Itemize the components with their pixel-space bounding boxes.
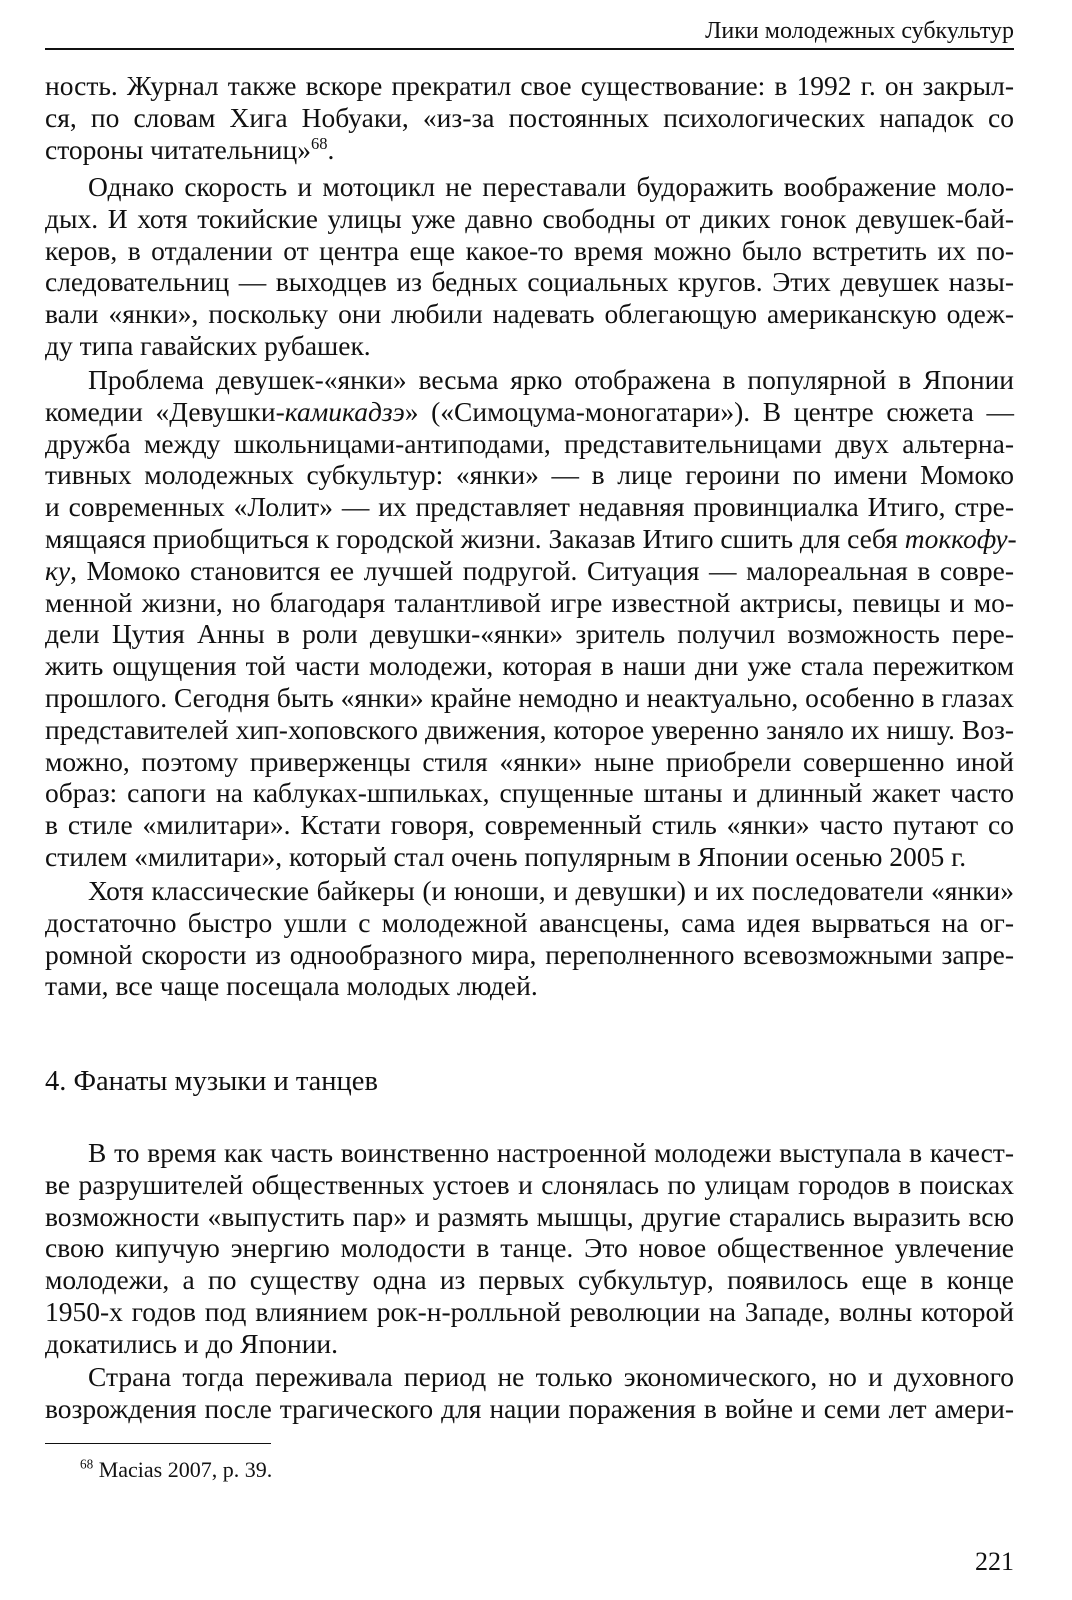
paragraph — [45, 171, 1014, 362]
footnote-separator — [45, 1443, 271, 1444]
text-line: ность. Журнал также вскоре прекратил свое существование: в 1992 г. он закрыл- — [45, 70, 1014, 101]
text-line: стилем «милитари», который стал очень популярным в Японии осенью 2005 г. — [45, 840, 967, 872]
text-line: дели Цутия Анны в роли девушки-«янки» зритель получил возможность пере- — [45, 618, 1014, 650]
text-line: тивных молодежных субкультур: «янки» — в лице героини по имени Момоко — [45, 459, 1014, 491]
text-line: свою кипучую энергию молодости в танце. Это новое общественное увлечение — [45, 1232, 1014, 1264]
paragraph — [45, 364, 1017, 873]
text-line: следовательниц — выходцев из бедных социальных кругов. Этих девушек назы- — [45, 266, 1014, 298]
text-line: Хотя классические байкеры (и юноши, и девушки) и их последователи «янки» — [88, 875, 1014, 906]
text-line: керов, в отдалении от центра еще какое-то время можно было встретить их по- — [45, 234, 1014, 266]
paragraph — [45, 1137, 1014, 1360]
footnote-reference[interactable]: 68 — [310, 133, 328, 153]
text-line: в стиле «милитари». Кстати говоря, современный стиль «янки» часто путают со — [45, 809, 1014, 841]
section-heading: 4. Фанаты музыки и танцев — [45, 1066, 378, 1097]
footnote-mark: 68 — [80, 1456, 94, 1472]
text-line: Однако скорость и мотоцикл не переставали будоражить воображение моло- — [88, 171, 1014, 202]
text-line: докатились и до Японии. — [45, 1327, 339, 1359]
text-line: 1950-х годов под влиянием рок-н-ролльной революции на Западе, волны которой — [45, 1295, 1014, 1327]
footnote-text: Macias 2007, p. 39. — [98, 1457, 273, 1482]
text-line: менной жизни, но благодаря талантливой игре известной актрисы, певицы и мо- — [45, 586, 1014, 618]
paragraph — [45, 875, 1014, 1002]
running-header: Лики молодежных субкультур — [45, 14, 1014, 50]
text-line: дых. И хотя токийские улицы уже давно свободны от диких гонок девушек-бай- — [45, 202, 1014, 234]
text-line: образ: сапоги на каблуках-шпильках, спущенные штаны и длинный жакет часто — [45, 777, 1014, 809]
text-line: жить ощущения той части молодежи, которая в наши дни уже стала пережитком — [45, 650, 1014, 682]
text-line: прошлого. Сегодня быть «янки» крайне немодно и неактуально, особенно в глазах — [45, 681, 1014, 713]
text-line: стороны читательниц»$^{68}$. — [45, 133, 335, 165]
text-line: возрождения после трагического для нации поражения в войне и семи лет амери- — [45, 1392, 1014, 1424]
text-line: представителей хип-хоповского движения, которое уверенно заняло их нишу. Воз- — [45, 713, 1014, 745]
text-line: возможности «выпустить пар» и размять мышцы, другие старались выразить всю — [45, 1200, 1014, 1232]
text-line: молодежи, а по существу одна из первых субкультур, появилось еще в конце — [45, 1264, 1014, 1296]
text-line: ку, Момоко становится ее лучшей подругой. Ситуация — малореальная в совре- — [45, 554, 1014, 586]
text-line: можно, поэтому приверженцы стиля «янки» ныне приобрели совершенно иной — [45, 745, 1014, 777]
text-line: В то время как часть воинственно настроенной молодежи выступала в качест- — [88, 1137, 1014, 1168]
text-line: дружба между школьницами-антиподами, представительницами двух альтерна- — [45, 427, 1014, 459]
footnote — [80, 1456, 272, 1484]
paragraph — [45, 1361, 1014, 1425]
text-line: вали «янки», поскольку они любили надевать облегающую американскую одеж- — [45, 298, 1014, 330]
text-line: мящаяся приобщиться к городской жизни. Заказав Итиго сшить для себя токкофу- — [45, 522, 1017, 554]
paragraph-continuation — [45, 70, 1014, 165]
text-line: ромной скорости из однообразного мира, переполненного всевозможными запре- — [45, 938, 1014, 970]
text-line: достаточно быстро ушли с молодежной авансцены, сама идея вырваться на ог- — [45, 906, 1014, 938]
text-line: тами, все чаще посещала молодых людей. — [45, 970, 538, 1002]
text-line: Страна тогда переживала период не только экономического, но и духовного — [88, 1361, 1014, 1392]
text-line: ве разрушителей общественных устоев и слонялась по улицам городов в поисках — [45, 1168, 1014, 1200]
text-line: комедии «Девушки-камикадзэ» («Симоцума-моногатари»). В центре сюжета — — [45, 395, 1014, 427]
page-number: 221 — [975, 1547, 1014, 1576]
text-line: ду типа гавайских рубашек. — [45, 329, 371, 361]
text-line: Проблема девушек-«янки» весьма ярко отображена в популярной в Японии — [88, 364, 1014, 395]
text-line: ся, по словам Хига Нобуаки, «из-за постоянных психологических нападок со — [45, 101, 1014, 133]
text-line: и современных «Лолит» — их представляет недавняя провинциалка Итиго, стре- — [45, 491, 1014, 523]
